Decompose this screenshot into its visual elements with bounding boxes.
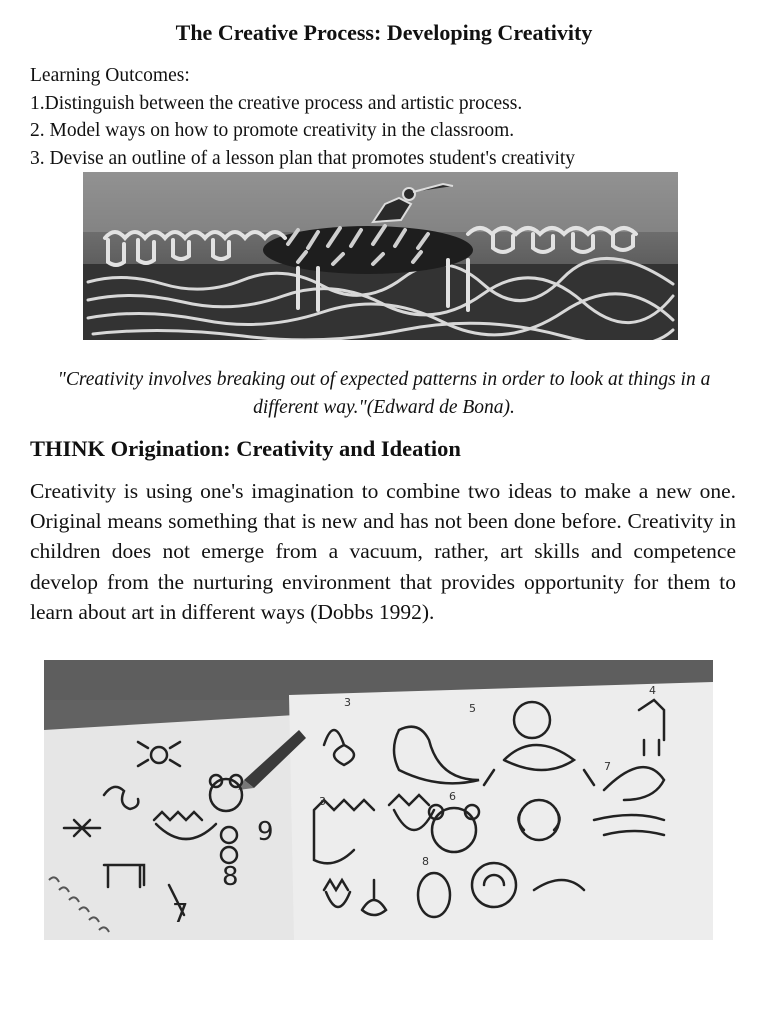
drawing-number-label: 6 <box>449 790 456 803</box>
outcome-item: 2. Model ways on how to promote creativity in the classroom. <box>30 120 515 141</box>
page-title: The Creative Process: Developing Creativity <box>175 20 593 45</box>
quote: "Creativity involves breaking out of expected patterns in order to look at things in a different way."(Edward de Bona). <box>57 369 711 418</box>
outcomes-heading: Learning Outcomes: <box>30 65 190 86</box>
learning-outcomes <box>30 62 575 172</box>
drawing-number-label: 4 <box>649 684 656 697</box>
drawing-number-label: 3 <box>344 696 351 709</box>
drawing-number-label: 7 <box>604 760 611 773</box>
doodle-digit: 9 <box>257 817 274 847</box>
body-paragraph: Creativity is using one's imagination to combine two ideas to make a new one. Original means something that is new and has not been done before. Creativity in children does not emerge from a vacuum, rather, art skills and competence develop from the nurturing environment that provides opportunity for them to learn about art in different ways (Dobbs 1992). <box>30 479 736 624</box>
drawing-number-label: 5 <box>469 702 476 715</box>
doodles-notebook-image <box>44 660 713 940</box>
drawing-number-label: 8 <box>422 855 429 868</box>
outcome-item: 3. Devise an outline of a lesson plan that promotes student's creativity <box>30 147 576 169</box>
section-heading: THINK Origination: Creativity and Ideation <box>30 436 461 461</box>
drawing-number-label: 3 <box>319 795 326 808</box>
doodle-digit: 8 <box>222 862 239 892</box>
creature-painting-image <box>83 172 678 340</box>
outcome-item: 1.Distinguish between the creative process and artistic process. <box>30 92 523 114</box>
doodle-digit: 7 <box>172 899 189 929</box>
